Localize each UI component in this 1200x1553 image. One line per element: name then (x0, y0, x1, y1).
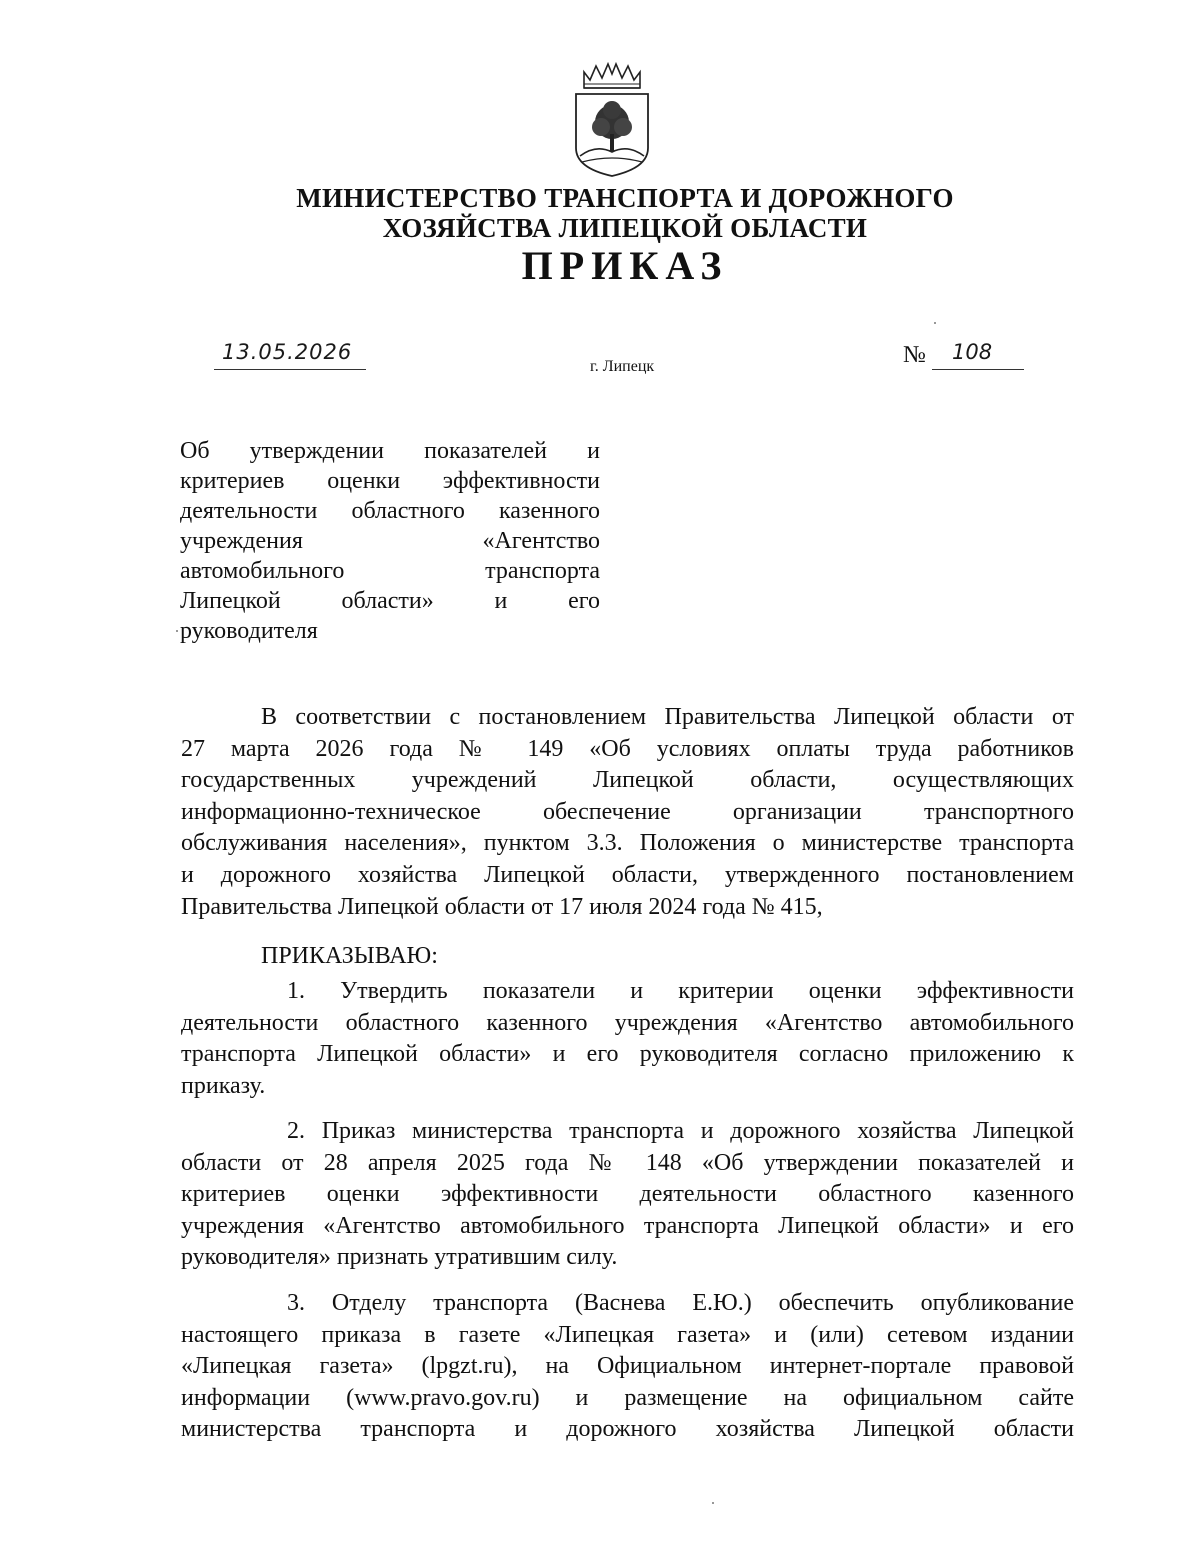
paragraph-line: 2. Приказ министерства транспорта и дорожного хозяйства Липецкой (287, 1118, 1074, 1144)
paragraph-line: информации (www.pravo.gov.ru) и размещение на официальном сайте (181, 1384, 1074, 1411)
paragraph-line: учреждения «Агентство автомобильного транспорта Липецкой области» и его (181, 1212, 1074, 1239)
paragraph-line: министерства транспорта и дорожного хозяйства Липецкой области (181, 1416, 1074, 1443)
document-subject (180, 436, 600, 646)
order-item-1 (181, 976, 1074, 1102)
subject-line: деятельности областного казенного (180, 498, 600, 524)
subject-line: руководителя (180, 618, 318, 644)
subject-line: критериев оценки эффективности (180, 468, 600, 494)
date-underline (214, 369, 366, 370)
paragraph-line: и дорожного хозяйства Липецкой области, утвержденного постановлением (181, 861, 1074, 888)
paragraph-line: 27 марта 2026 года № 149 «Об условиях оплаты труда работников (181, 735, 1074, 762)
paragraph-line: В соответствии с постановлением Правительства Липецкой области от (261, 704, 1074, 730)
paragraph-line: 3. Отделу транспорта (Васнева Е.Ю.) обеспечить опубликование (287, 1290, 1074, 1316)
scan-speck (934, 322, 936, 324)
paragraph-line: Правительства Липецкой области от 17 июля 2024 года № 415, (181, 893, 823, 920)
document-number: 108 (952, 340, 993, 364)
subject-line: автомобильного транспорта (180, 558, 600, 584)
scan-speck (176, 630, 178, 632)
paragraph-line: «Липецкая газета» (lpgzt.ru), на Официальном интернет-портале правовой (181, 1353, 1074, 1380)
ministry-title-line2: ХОЗЯЙСТВА ЛИПЕЦКОЙ ОБЛАСТИ (382, 213, 868, 243)
paragraph-line: настоящего приказа в газете «Липецкая газета» и (или) сетевом издании (181, 1321, 1074, 1348)
paragraph-line: руководителя» признать утратившим силу. (181, 1244, 618, 1271)
ministry-title-line1: МИНИСТЕРСТВО ТРАНСПОРТА И ДОРОЖНОГО (296, 183, 954, 213)
number-underline (932, 369, 1024, 370)
preamble-paragraph (181, 702, 1074, 923)
number-label: № (903, 342, 926, 368)
paragraph-line: деятельности областного казенного учреждения «Агентство автомобильного (181, 1009, 1074, 1036)
order-item-2 (181, 1116, 1074, 1274)
paragraph-line: приказу. (181, 1072, 266, 1099)
subject-line: Липецкой области» и его (180, 588, 600, 614)
scan-speck (712, 1502, 714, 1504)
document-date: 13.05.2026 (222, 340, 353, 364)
paragraph-line: государственных учреждений Липецкой области, осуществляющих (181, 767, 1074, 794)
document-city: г. Липецк (590, 358, 655, 375)
paragraph-line: области от 28 апреля 2025 года № 148 «Об утверждении показателей и (181, 1149, 1074, 1176)
document-type: ПРИКАЗ (521, 243, 729, 288)
paragraph-line: обслуживания населения», пунктом 3.3. Положения о министерстве транспорта (181, 830, 1074, 857)
lipetsk-coat-of-arms-icon (570, 60, 654, 178)
paragraph-line: 1. Утвердить показатели и критерии оценки эффективности (287, 978, 1074, 1004)
paragraph-line: информационно-техническое обеспечение организации транспортного (181, 798, 1074, 825)
order-word: ПРИКАЗЫВАЮ: (261, 943, 438, 969)
paragraph-line: транспорта Липецкой области» и его руководителя согласно приложению к (181, 1041, 1074, 1068)
order-item-3 (181, 1288, 1074, 1446)
subject-line: Об утверждении показателей и (180, 438, 600, 464)
subject-line: учреждения «Агентство (180, 528, 600, 554)
paragraph-line: критериев оценки эффективности деятельности областного казенного (181, 1181, 1074, 1208)
